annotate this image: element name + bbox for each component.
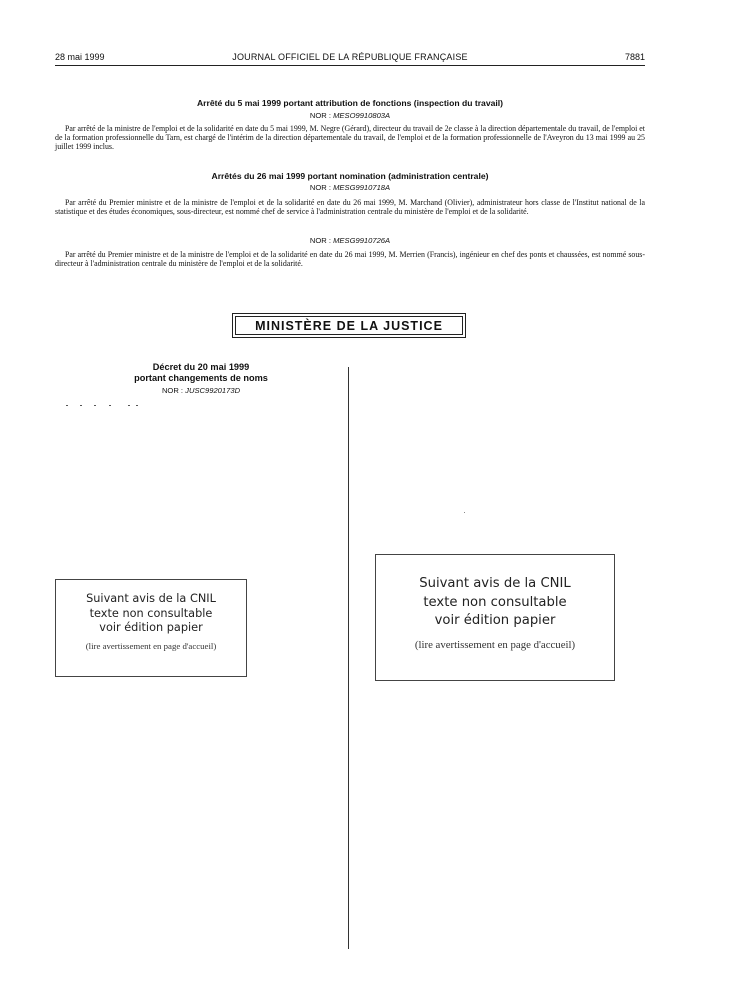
header-divider — [55, 65, 645, 66]
page-header — [55, 52, 645, 66]
arrete-1-title: Arrêté du 5 mai 1999 portant attribution de fonctions (inspection du travail) — [196, 98, 504, 108]
arrete-3-text: Par arrêté du Premier ministre et de la ministre de l'emploi et de la solidarité en date du 26 mai 1999, M. Merrien (Francis), ingénieur en chef des ponts et chaussées, est nommé sous-directeur à l'administration centrale du ministère de l'emploi et de la solidarité. — [55, 250, 645, 269]
cnil-notice-right — [375, 554, 615, 681]
ministry-section-title: MINISTÈRE DE LA JUSTICE — [232, 313, 466, 338]
nor-code: JUSC9920173D — [185, 386, 241, 395]
nor-label: NOR : — [161, 386, 184, 395]
cnil-notice-left — [55, 579, 247, 677]
journal-title: JOURNAL OFFICIEL DE LA RÉPUBLIQUE FRANÇAISE — [232, 52, 468, 62]
page-number: 7881 — [624, 52, 645, 62]
cnil-line3: voir édition papier — [434, 613, 556, 628]
cnil-note: (lire avertissement en page d'accueil) — [414, 638, 576, 651]
column-divider — [348, 367, 349, 949]
cnil-line1: Suivant avis de la CNIL — [86, 592, 216, 605]
nor-label: NOR : — [309, 183, 331, 192]
decret-title-line2: portant changements de noms — [134, 373, 268, 383]
scan-speck — [464, 512, 465, 513]
arrete-1-text: Par arrêté de la ministre de l'emploi et de la solidarité en date du 5 mai 1999, M. Negre (Gérard), directeur du travail de 2e classe à la direction départementale du travail, de l'emploi et de la formation professionnelle du Tarn, est chargé de l'intérim de la direction départementale du travail, de l'emploi et de la formation professionnelle de l'Aveyron du 13 mai 1999 au 25 juillet 1999 inclus. — [55, 124, 645, 152]
nor-code: MESO9910803A — [333, 111, 391, 120]
nor-label: NOR : — [309, 111, 331, 120]
decret-title — [55, 362, 347, 384]
decret-nor — [55, 386, 347, 395]
publication-date: 28 mai 1999 — [55, 52, 105, 62]
cnil-line1: Suivant avis de la CNIL — [419, 576, 571, 591]
nor-code: MESG9910726A — [333, 236, 391, 245]
cnil-line2: texte non consultable — [89, 606, 213, 620]
arrete-2-title: Arrêtés du 26 mai 1999 portant nomination (administration centrale) — [211, 171, 489, 181]
decret-title-line1: Décret du 20 mai 1999 — [152, 362, 250, 372]
arrete-2-text: Par arrêté du Premier ministre et de la ministre de l'emploi et de la solidarité en date du 26 mai 1999, M. Marchand (Olivier), administrateur hors classe de l'Institut national de la statistique et des études économiques, sous-directeur, est nommé chef de service à l'administration centrale du ministère de l'emploi et de la solidarité. — [55, 198, 645, 217]
scan-specks — [66, 402, 146, 410]
arrete-1-nor — [55, 111, 645, 120]
nor-code: MESG9910718A — [333, 183, 391, 192]
arrete-3-nor — [55, 236, 645, 245]
cnil-line3: voir édition papier — [99, 621, 203, 634]
cnil-line2: texte non consultable — [423, 594, 567, 610]
nor-label: NOR : — [309, 236, 331, 245]
arrete-2-nor — [55, 183, 645, 192]
cnil-note: (lire avertissement en page d'accueil) — [85, 640, 217, 651]
